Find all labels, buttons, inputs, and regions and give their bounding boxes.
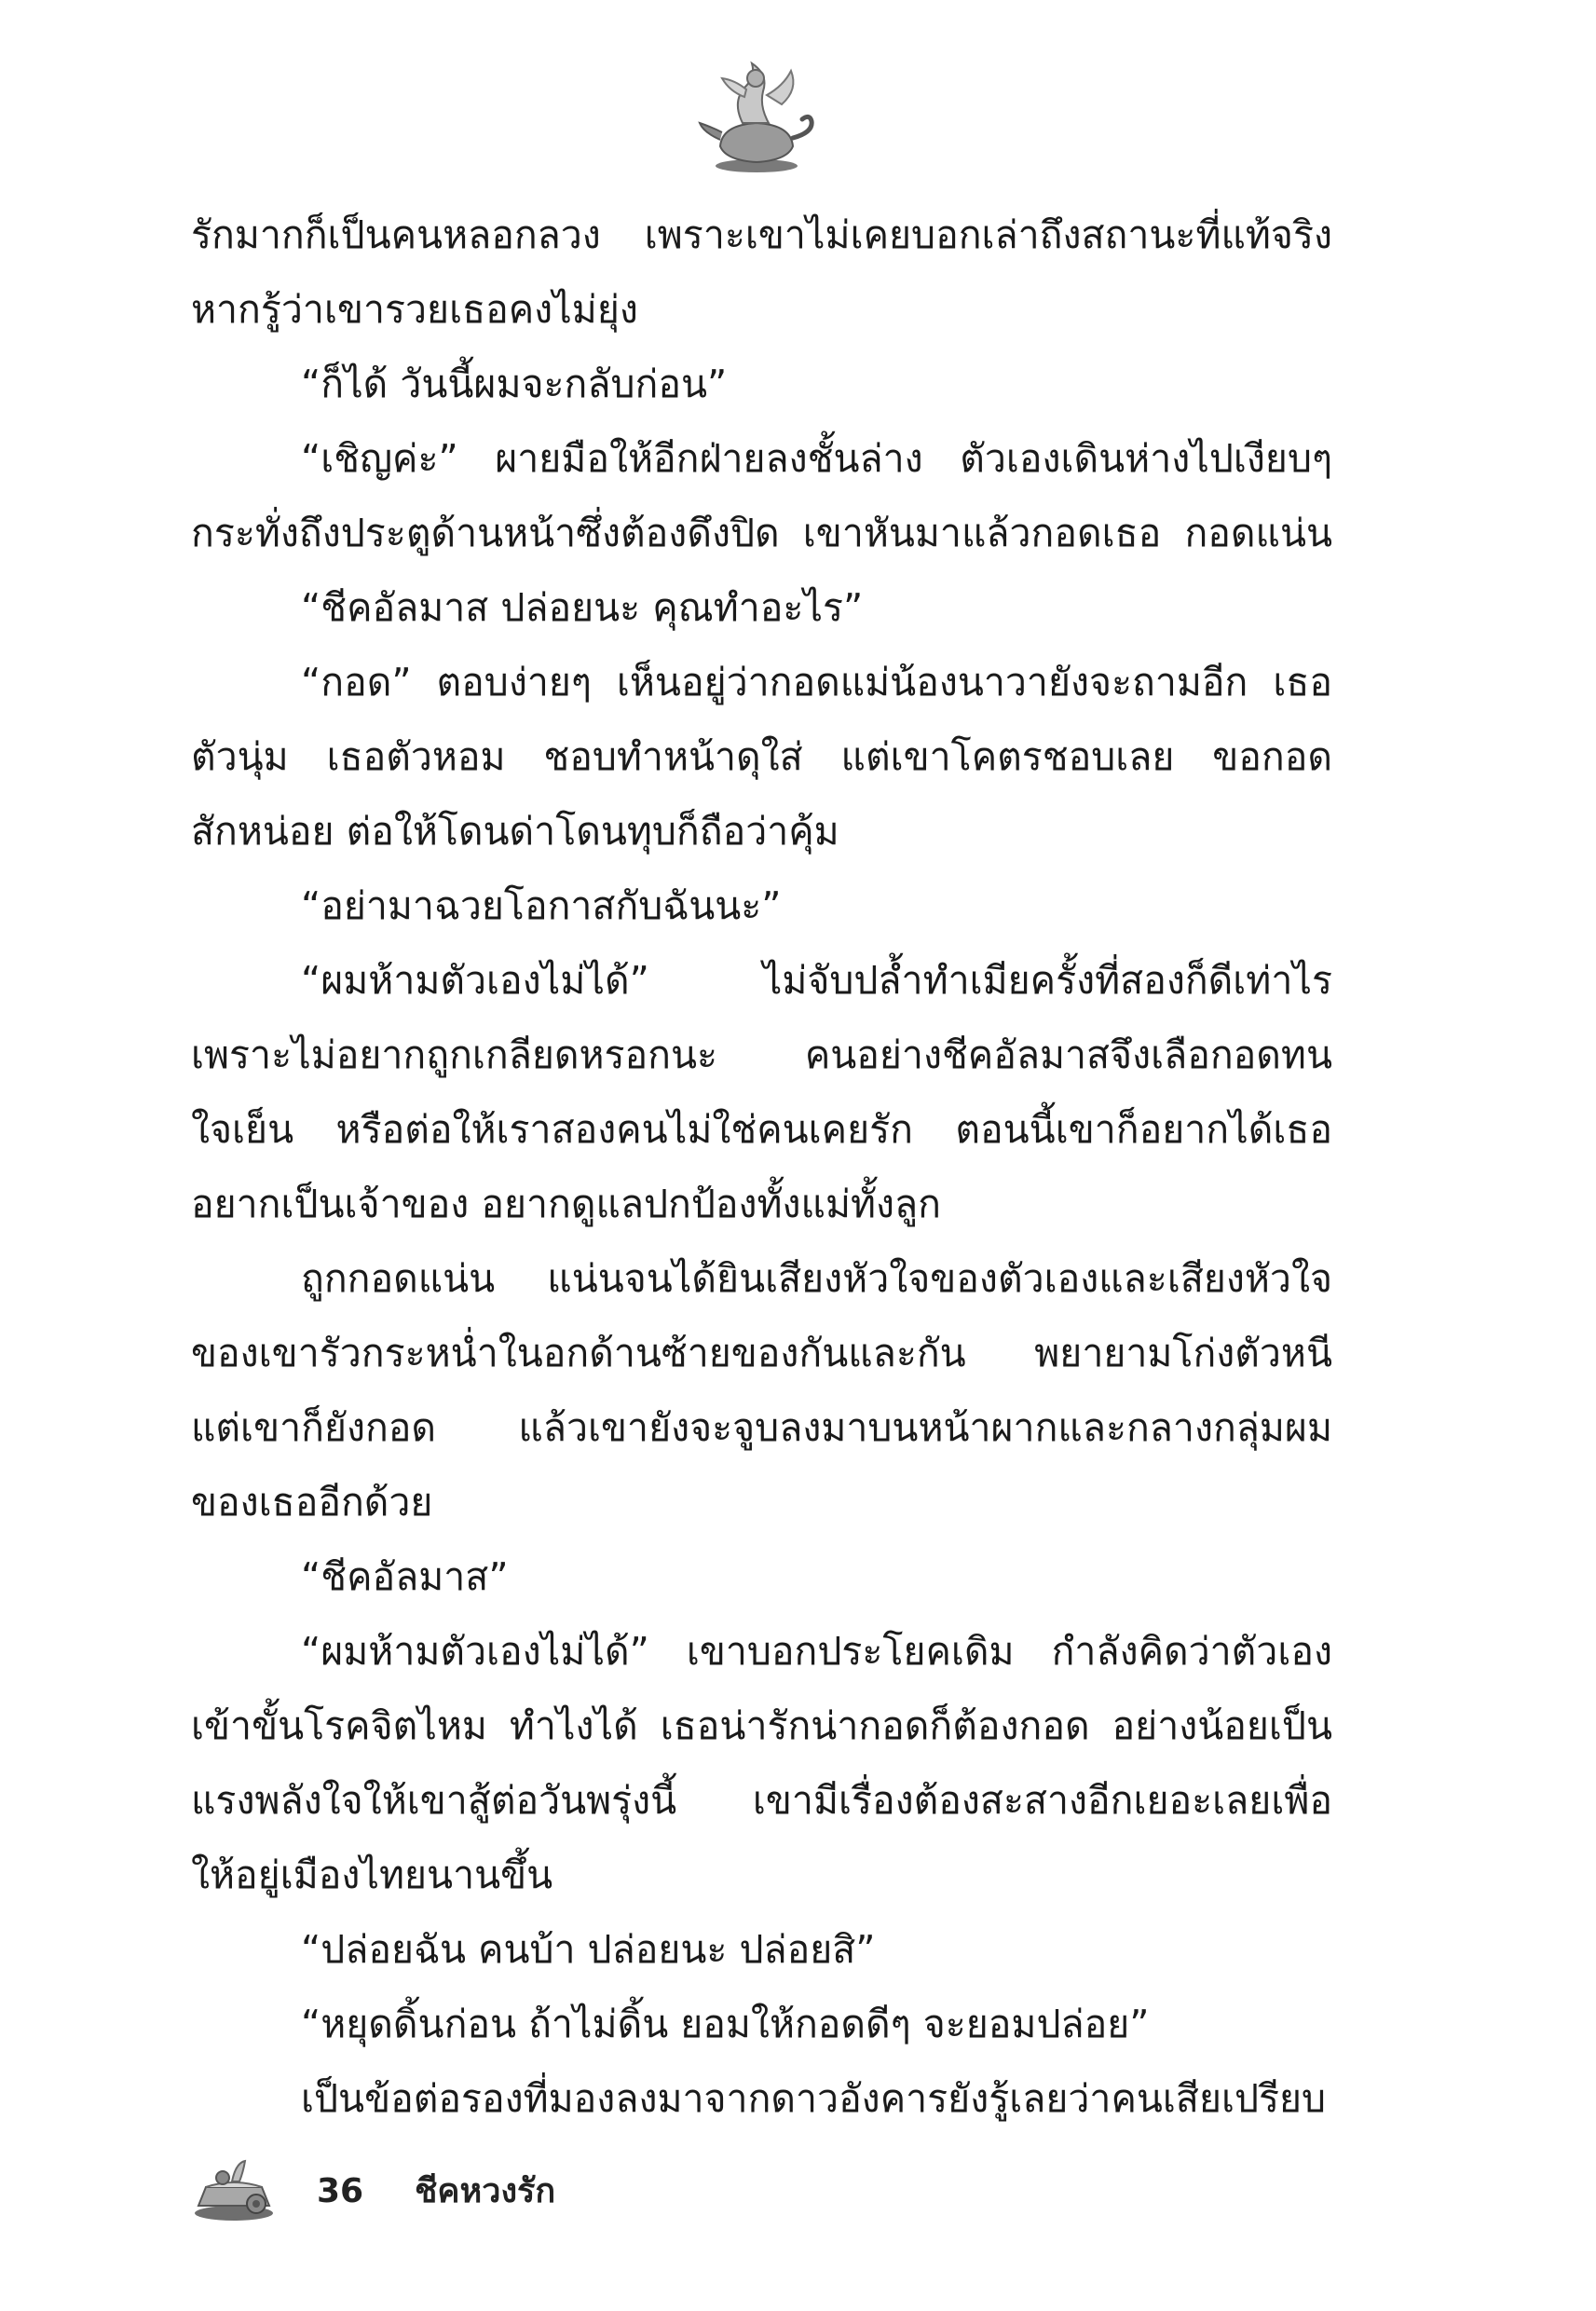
text-line: สักหน่อย ต่อให้โดนด่าโดนทุบก็ถือว่าคุ้ม <box>191 809 839 854</box>
text-line: กระทั่งถึงประตูด้านหน้าซึ่งต้องดึงปิด เขาหันมาแล้วกอดเธอ กอดแน่น <box>191 511 1332 555</box>
page-body <box>191 207 1332 2121</box>
text-line: แรงพลังใจให้เขาสู้ต่อวันพรุ่งนี้ เขามีเรื่องต้องสะสางอีกเยอะเลยเพื่อ <box>191 1778 1332 1823</box>
text-line: เพราะไม่อยากถูกเกลียดหรอกนะ คนอย่างชีคอัลมาสจึงเลือกอดทน <box>191 1032 1332 1077</box>
text-line: “ผมห้ามตัวเองไม่ได้” ไม่จับปล้ำทำเมียครั้งที่สองก็ดีเท่าไร <box>301 958 1332 1003</box>
text-line: เป็นข้อต่อรองที่มองลงมาจากดาวอังคารยังรู้เลยว่าคนเสียเปรียบ <box>301 2076 1327 2121</box>
text-line: “ปล่อยฉัน คนบ้า ปล่อยนะ ปล่อยสิ” <box>301 1927 876 1972</box>
text-line: “ชีคอัลมาส ปล่อยนะ คุณทำอะไร” <box>301 585 864 630</box>
text-line: เข้าขั้นโรคจิตไหม ทำไงได้ เธอน่ารักน่ากอดก็ต้องกอด อย่างน้อยเป็น <box>191 1703 1332 1748</box>
text-line: “ผมห้ามตัวเองไม่ได้” เขาบอกประโยคเดิม กำลังคิดว่าตัวเอง <box>301 1629 1332 1674</box>
book-title: ชีคหวงรัก <box>415 2172 556 2210</box>
text-line: อยากเป็นเจ้าของ อยากดูแลปกป้องทั้งแม่ทั้งลูก <box>191 1182 942 1226</box>
text-line: “อย่ามาฉวยโอกาสกับฉันนะ” <box>301 883 782 928</box>
text-line: หากรู้ว่าเขารวยเธอคงไม่ยุ่ง <box>191 287 638 332</box>
text-line: ของเขารัวกระหน่ำในอกด้านซ้ายของกันและกัน พยายามโก่งตัวหนี <box>191 1331 1332 1375</box>
text-line: ตัวนุ่ม เธอตัวหอม ชอบทำหน้าดุใส่ แต่เขาโคตรชอบเลย ขอกอด <box>191 734 1332 779</box>
text-line: ของเธออีกด้วย <box>191 1480 433 1525</box>
genie-lamp-icon <box>694 58 820 177</box>
text-line: “กอด” ตอบง่ายๆ เห็นอยู่ว่ากอดแม่น้องนาวายังจะถามอีก เธอ <box>301 660 1332 704</box>
text-line: ถูกกอดแน่น แน่นจนได้ยินเสียงหัวใจของตัวเองและเสียงหัวใจ <box>301 1256 1332 1301</box>
text-line: แต่เขาก็ยังกอด แล้วเขายังจะจูบลงมาบนหน้าผากและกลางกลุ่มผม <box>191 1405 1332 1450</box>
text-line: รักมากก็เป็นคนหลอกลวง เพราะเขาไม่เคยบอกเล่าถึงสถานะที่แท้จริง <box>191 212 1332 257</box>
page-footer <box>191 2157 843 2222</box>
page-number: 36 <box>317 2172 364 2210</box>
text-line: “ชีคอัลมาส” <box>301 1554 509 1599</box>
text-line: “หยุดดิ้นก่อน ถ้าไม่ดิ้น ยอมให้กอดดีๆ จะยอมปล่อย” <box>301 2002 1150 2046</box>
text-line: “เชิญค่ะ” ผายมือให้อีกฝ่ายลงชั้นล่าง ตัวเองเดินห่างไปเงียบๆ <box>301 436 1332 481</box>
text-line: ใจเย็น หรือต่อให้เราสองคนไม่ใช่คนเคยรัก ตอนนี้เขาก็อยากได้เธอ <box>191 1107 1332 1152</box>
cake-dessert-icon <box>191 2157 277 2222</box>
text-line: “ก็ได้ วันนี้ผมจะกลับก่อน” <box>301 362 728 406</box>
text-line: ให้อยู่เมืองไทยนานขึ้น <box>191 1853 553 1897</box>
